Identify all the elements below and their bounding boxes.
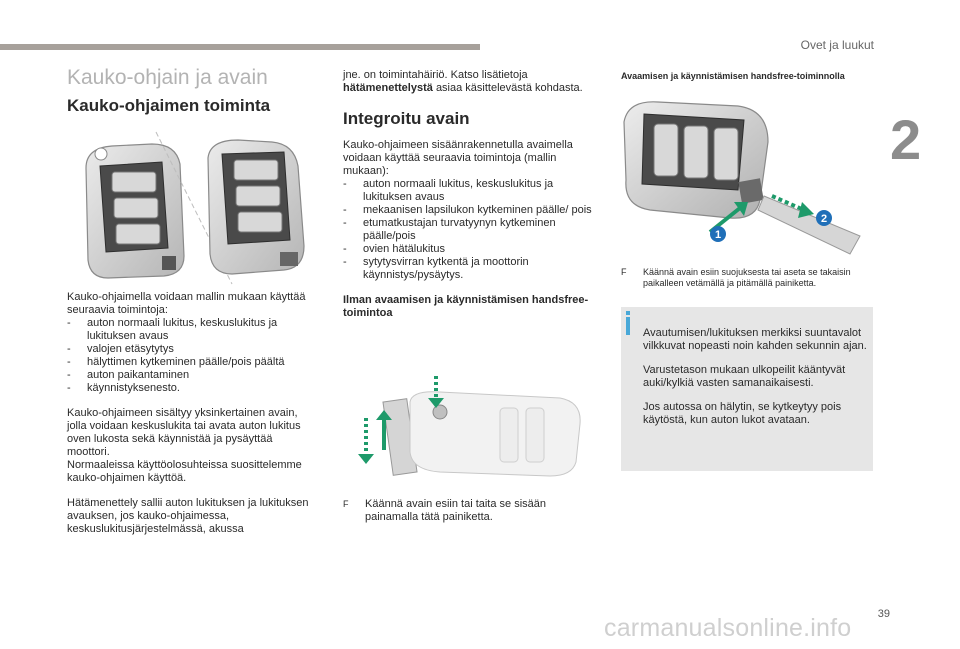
info-box (621, 307, 873, 471)
handsfree-key-svg (620, 92, 876, 262)
list-item: - hälyttimen kytkeminen päälle/pois päältä (67, 356, 317, 369)
header-bar (0, 44, 480, 50)
step-text: Käännä avain esiin tai taita se sisään painamalla tätä painiketta. (365, 498, 547, 523)
list-item: - sytytysvirran kytkentä ja moottorin käynnistys/pysäytys. (343, 256, 598, 282)
step-fold-key (343, 498, 598, 524)
page-title: Kauko-ohjain ja avain (67, 66, 268, 89)
list-item: - ovien hätälukitus (343, 243, 598, 256)
paragraph-key: Kauko-ohjaimeen sisältyy yksinkertainen avain, jolla voidaan keskuslukita tai avata auton lukitus oven lukosta sekä käynnistää ja pysäyttää moottori. (67, 407, 301, 458)
continuation-text (343, 69, 598, 95)
handsfree-key-illustration (620, 92, 876, 262)
column-1 (67, 66, 317, 116)
section-heading-remote: Kauko-ohjaimen toiminta (67, 96, 271, 115)
integrated-key-list (343, 178, 598, 282)
continuation-start: jne. on toimintahäiriö. Katso lisätietoja (343, 69, 528, 81)
info-line: Varustetason mukaan ulkopeilit kääntyvät auki/kylkiä vasten samanaikaisesti. (643, 364, 846, 389)
column-3-step (621, 267, 877, 289)
section-title: Ovet ja luukut (800, 38, 874, 52)
remote-functions-list (67, 317, 317, 395)
step-marker: F (621, 267, 627, 277)
column-2 (343, 69, 598, 320)
remote-functions-intro: Kauko-ohjaimella voidaan mallin mukaan käyttää seuraavia toimintoja: (67, 291, 306, 316)
paragraph-recommend: Normaaleissa käyttöolosuhteissa suosittelemme kauko-ohjaimen käyttöä. (67, 459, 302, 484)
key-fold-illustration (350, 372, 595, 482)
badge-1: 1 (714, 229, 722, 241)
emergency-link[interactable]: hätämenettelystä (343, 82, 433, 94)
column-2-step (343, 498, 598, 524)
watermark: carmanualsonline.info (604, 614, 852, 642)
heading-handsfree: Avaamisen ja käynnistämisen handsfree-toiminnolla (621, 71, 845, 81)
list-item: - mekaanisen lapsilukon kytkeminen päälle/ pois (343, 204, 598, 217)
page-number: 39 (877, 608, 890, 620)
info-line: Jos autossa on hälytin, se kytkeytyy pois käytöstä, kun auton lukot avataan. (643, 401, 842, 426)
list-item: - käynnistyksenesto. (67, 382, 317, 395)
step-text: Käännä avain esiin suojuksesta tai aseta se takaisin paikalleen vetämällä ja pitämällä painiketta. (643, 267, 851, 288)
info-line: Avautumisen/lukituksen merkiksi suuntavalot vilkkuvat nopeasti noin kahden sekunnin ajan. (643, 327, 867, 352)
list-item: - auton normaali lukitus, keskuslukitus ja lukituksen avaus (67, 317, 317, 343)
info-text (643, 316, 867, 438)
list-item: - valojen etäsytytys (67, 343, 317, 356)
list-item: - auton normaali lukitus, keskuslukitus ja lukituksen avaus (343, 178, 598, 204)
column-3 (621, 71, 881, 82)
list-item: - etumatkustajan turvatyynyn kytkeminen päälle/pois (343, 217, 598, 243)
remote-key-illustration (72, 128, 320, 288)
section-heading-integrated-key: Integroitu avain (343, 109, 470, 128)
remote-keys-svg (72, 128, 320, 288)
list-item: - auton paikantaminen (67, 369, 317, 382)
column-1-body (67, 291, 317, 536)
continuation-end: asiaa käsittelevästä kohdasta. (435, 82, 583, 94)
subheading-no-handsfree: Ilman avaamisen ja käynnistämisen handsfree-toimintoa (343, 294, 589, 319)
info-icon (626, 317, 630, 335)
integrated-key-intro: Kauko-ohjaimeen sisäänrakennetulla avaimella voidaan käyttää seuraavia toimintoja (mallin mukaan): (343, 139, 573, 177)
info-icon-dot (626, 311, 630, 315)
chapter-number: 2 (890, 108, 922, 171)
step-marker: F (343, 499, 349, 509)
key-fold-svg (350, 372, 595, 482)
step-handsfree-key (621, 267, 877, 289)
badge-2: 2 (820, 213, 828, 225)
paragraph-emergency: Hätämenettely sallii auton lukituksen ja lukituksen avauksen, jos kauko-ohjaimessa, keskuslukitusjärjestelmässä, akussa (67, 497, 309, 535)
